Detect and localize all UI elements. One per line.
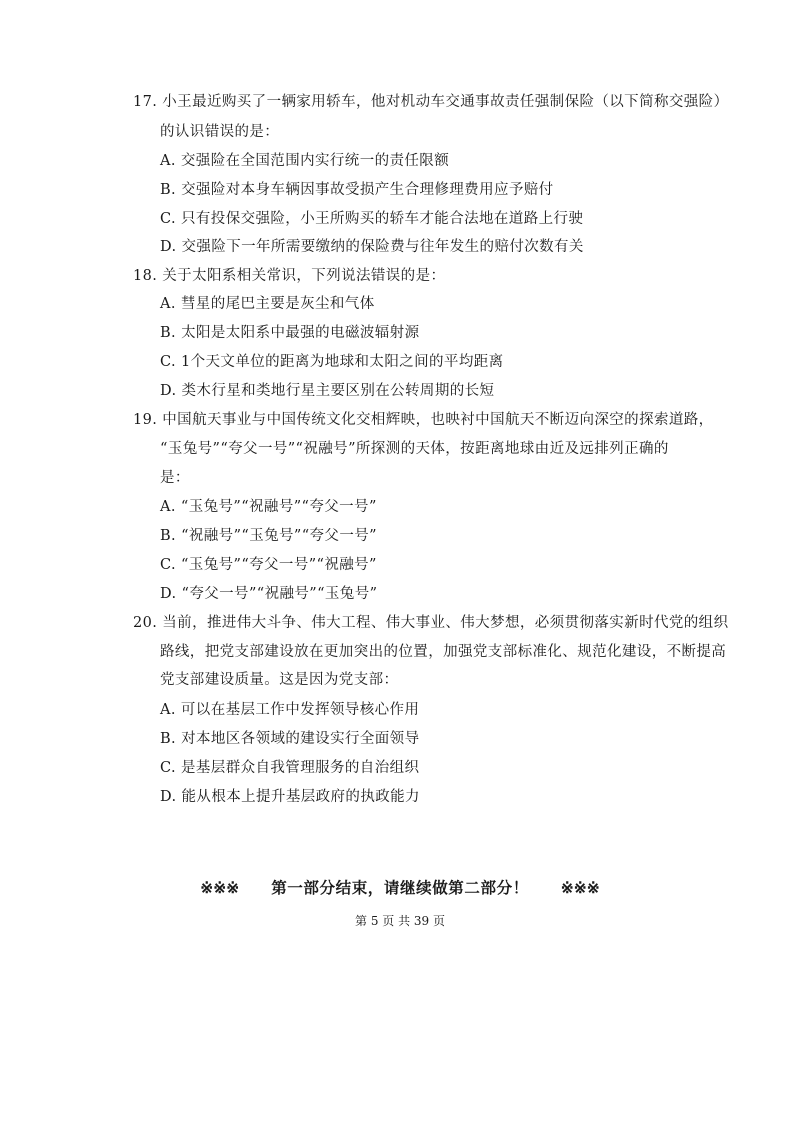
question-18-option-d: D. 类木行星和类地行星主要区别在公转周期的长短 — [160, 383, 495, 399]
question-17-number: 17. — [133, 94, 158, 110]
question-20-stem-line-1 — [133, 613, 728, 633]
question-19-stem-text-1: 中国航天事业与中国传统文化交相辉映，也映衬中国航天不断迈向深空的探索道路， — [162, 412, 714, 428]
question-19-stem-line-2: “玉兔号”“夸父一号”“祝融号”所探测的天体，按距离地球由近及远排列正确的 — [160, 441, 669, 457]
question-20-option-d: D. 能从根本上提升基层政府的执政能力 — [160, 789, 420, 805]
question-18-option-c: C. 1个天文单位的距离为地球和太阳之间的平均距离 — [160, 354, 504, 370]
reference-marks-right: ※※※ — [560, 878, 600, 897]
question-19-option-c: C. “玉兔号”“夸父一号”“祝融号” — [160, 557, 377, 573]
question-19-number: 19. — [133, 412, 158, 428]
question-20-option-b: B. 对本地区各领域的建设实行全面领导 — [160, 731, 420, 747]
question-17-option-a: A. 交强险在全国范围内实行统一的责任限额 — [160, 153, 450, 169]
question-20-option-c: C. 是基层群众自我管理服务的自治组织 — [160, 760, 420, 776]
question-17-stem-text-1: 小王最近购买了一辆家用轿车，他对机动车交通事故责任强制保险（以下简称交强险） — [162, 94, 729, 110]
question-19-option-b: B. “祝融号”“玉兔号”“夸父一号” — [160, 528, 377, 544]
question-19-option-d: D. “夸父一号”“祝融号”“玉兔号” — [160, 586, 378, 602]
section-end-note — [0, 876, 800, 898]
question-17-option-c: C. 只有投保交强险，小王所购买的轿车才能合法地在道路上行驶 — [160, 211, 584, 227]
section-end-text: 第一部分结束，请继续做第二部分！ — [271, 878, 529, 897]
question-18-option-a: A. 彗星的尾巴主要是灰尘和气体 — [160, 296, 375, 312]
question-20-stem-line-3: 党支部建设质量。这是因为党支部： — [160, 672, 399, 688]
question-19-option-a: A. “玉兔号”“祝融号”“夸父一号” — [160, 499, 377, 515]
question-18-stem-text-1: 关于太阳系相关常识，下列说法错误的是： — [162, 268, 446, 284]
question-17-stem-line-1 — [133, 92, 728, 112]
question-20-stem-line-2: 路线，把党支部建设放在更加突出的位置，加强党支部标准化、规范化建设，不断提高 — [160, 644, 727, 660]
question-17-stem-line-2: 的认识错误的是： — [160, 124, 280, 140]
question-19-stem-line-1 — [133, 410, 714, 430]
question-19-stem-line-3: 是： — [160, 470, 190, 486]
question-18-stem-line-1 — [133, 266, 445, 286]
page-number: 第 5 页 共 39 页 — [355, 914, 445, 928]
question-17-option-d: D. 交强险下一年所需要缴纳的保险费与往年发生的赔付次数有关 — [160, 239, 584, 255]
question-20-number: 20. — [133, 615, 158, 631]
reference-marks-left: ※※※ — [200, 878, 240, 897]
question-20-option-a: A. 可以在基层工作中发挥领导核心作用 — [160, 702, 420, 718]
question-18-number: 18. — [133, 268, 158, 284]
question-20-stem-text-1: 当前，推进伟大斗争、伟大工程、伟大事业、伟大梦想，必须贯彻落实新时代党的组织 — [162, 615, 729, 631]
question-17-option-b: B. 交强险对本身车辆因事故受损产生合理修理费用应予赔付 — [160, 182, 554, 198]
question-18-option-b: B. 太阳是太阳系中最强的电磁波辐射源 — [160, 325, 420, 341]
